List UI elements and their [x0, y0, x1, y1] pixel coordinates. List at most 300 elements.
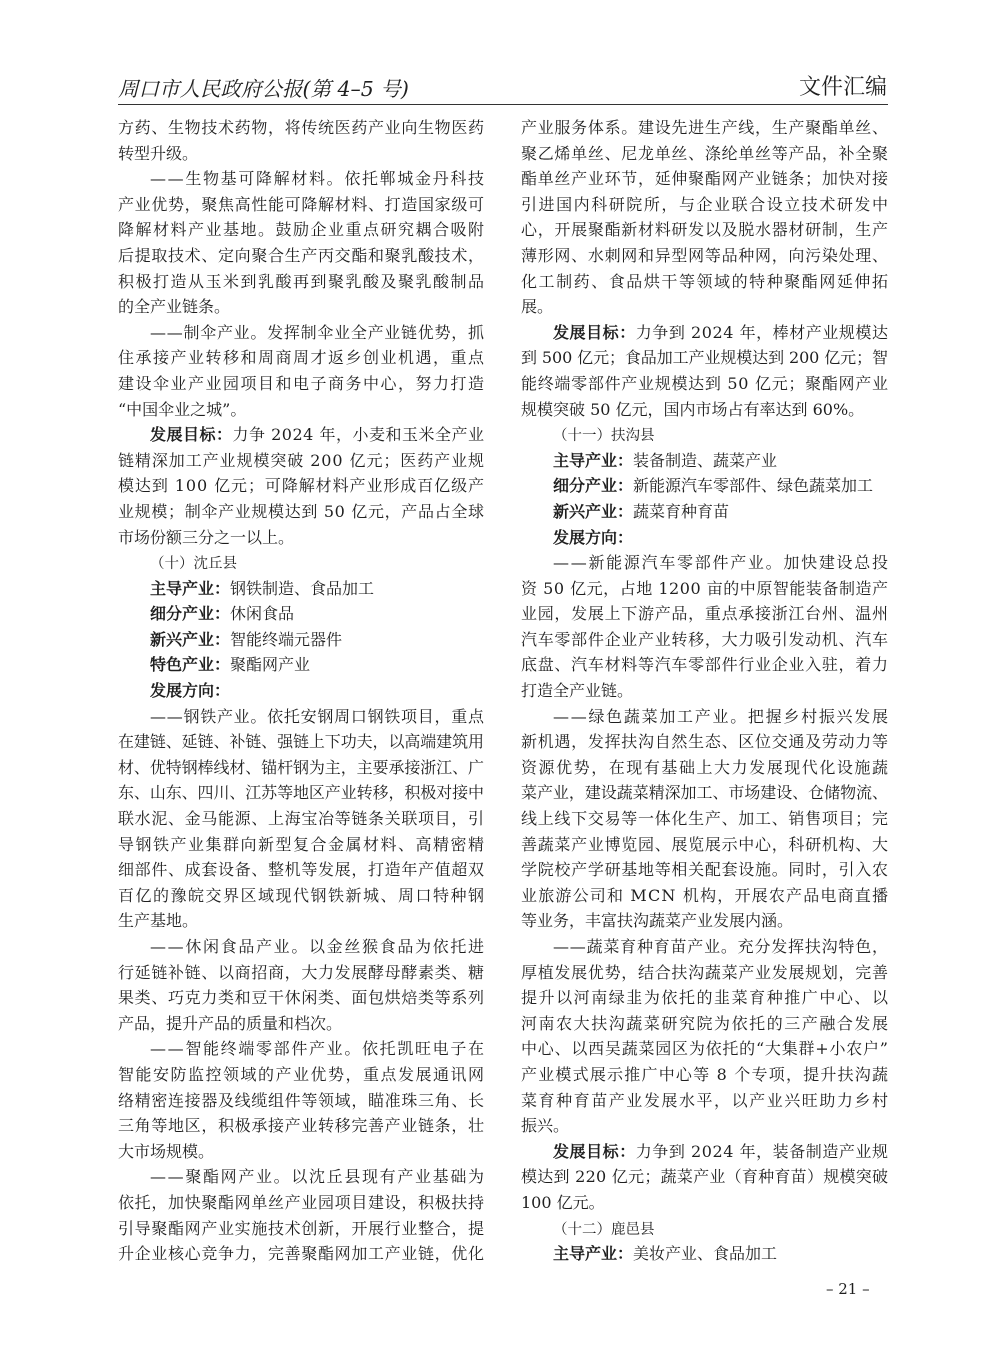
line-content — [521, 883, 889, 909]
line-content — [521, 243, 889, 269]
text-line — [521, 985, 888, 1011]
paragraph — [118, 934, 484, 1036]
line-content — [150, 601, 294, 627]
text-line — [521, 908, 888, 934]
line-text: 美妆产业、食品加工 — [633, 1244, 778, 1264]
text-line — [118, 985, 484, 1011]
line-text: 装备制造、蔬菜产业 — [633, 450, 778, 470]
line-content — [118, 141, 198, 167]
line-text: ——钢铁产业。依托安钢周口钢铁项目，重点 — [150, 706, 485, 726]
bold-label: 发展方向： — [553, 527, 634, 547]
line-text: 酯单丝产业环节，延伸聚酯网产业链条；加快对接 — [521, 169, 889, 189]
line-text: 规模突破 50 亿元，国内市场占有率达到 60%。 — [521, 399, 865, 419]
bold-label: 主导产业： — [150, 578, 231, 598]
text-line — [521, 729, 888, 755]
line-text: 化工制药、食品烘干等领域的特种聚酯网延伸拓 — [521, 271, 890, 291]
line-text: 百亿的豫皖交界区域现代钢铁新城、周口特种钢 — [118, 885, 486, 905]
text-line — [118, 294, 484, 320]
line-content — [553, 525, 633, 551]
text-line — [118, 601, 484, 627]
line-text: 善蔬菜产业博览园、展览展示中心，科研机构、大 — [521, 834, 889, 854]
bold-label: 主导产业： — [553, 1244, 634, 1264]
line-content — [118, 525, 294, 551]
line-text: 络精密连接器及线缆组件等领域，瞄准珠三角、长 — [118, 1090, 485, 1110]
text-line — [521, 960, 888, 986]
line-content — [521, 627, 889, 653]
text-line — [521, 678, 888, 704]
line-text: 大市场规模。 — [118, 1141, 215, 1161]
line-content — [521, 806, 889, 832]
line-text: 力争 2024 年，小麦和玉米全产业 — [232, 425, 485, 445]
line-content — [118, 269, 485, 295]
line-content — [521, 294, 553, 320]
line-text: 市场份额三分之一以上。 — [118, 527, 295, 547]
line-content — [118, 1216, 485, 1242]
line-content — [553, 320, 889, 346]
text-line — [521, 345, 888, 371]
line-content — [118, 1113, 485, 1139]
line-text: 材、优特钢棒线材、锚杆钢为主，主要承接浙江、广 — [118, 757, 484, 777]
paragraph — [118, 678, 484, 704]
text-line — [521, 1011, 888, 1037]
line-text: ——生物基可降解材料。依托郸城金丹科技 — [150, 169, 486, 189]
line-text: 学院校产学研基地等相关配套设施。同时，引入农 — [521, 860, 889, 880]
line-content — [118, 1088, 485, 1114]
paragraph — [118, 1164, 484, 1266]
paragraph — [521, 499, 888, 525]
line-content — [118, 985, 485, 1011]
line-content — [521, 141, 889, 167]
line-content — [521, 1062, 889, 1088]
line-content — [118, 883, 485, 909]
text-line — [521, 934, 888, 960]
line-text: 建设伞业产业园项目和电子商务中心，努力打造 — [118, 373, 486, 393]
line-content — [118, 371, 485, 397]
paragraph — [118, 115, 484, 166]
line-content — [150, 576, 374, 602]
text-line — [118, 1164, 484, 1190]
line-content — [150, 320, 485, 346]
text-line — [521, 397, 888, 423]
line-text: “中国伞业之城”。 — [118, 399, 247, 419]
text-line — [118, 832, 484, 858]
paragraph — [118, 422, 484, 550]
line-content — [118, 1062, 485, 1088]
paragraph — [118, 1036, 484, 1164]
line-content — [521, 857, 889, 883]
text-line — [521, 448, 888, 474]
text-line — [521, 1139, 888, 1165]
bold-label: 特色产业： — [150, 655, 231, 675]
line-text: 业旅游公司和 MCN 机构，开展农产品电商直播 — [521, 885, 890, 905]
line-text: 转型升级。 — [118, 143, 199, 163]
line-text: ——聚酯网产业。以沈丘县现有产业基础为 — [150, 1167, 486, 1187]
line-text: 钢铁制造、食品加工 — [230, 578, 375, 598]
line-content — [118, 1011, 342, 1037]
line-text: 能终端零部件产业规模达到 50 亿元；聚酯网产业 — [521, 373, 889, 393]
line-content — [118, 960, 485, 986]
line-content — [553, 448, 777, 474]
page-number: – 21 – — [826, 1280, 870, 1298]
line-text: 业园，发展上下游产品，重点承接浙江台州、温州 — [521, 604, 889, 624]
line-text: 聚乙烯单丝、尼龙单丝、涤纶单丝等产品，补全聚 — [521, 143, 889, 163]
heading-text: （十一）扶沟县 — [553, 428, 655, 445]
line-text: 引进国内科研院所，与企业联合设立技术研发中 — [521, 194, 890, 214]
line-content — [521, 269, 890, 295]
line-text: 聚酯网产业 — [230, 655, 311, 675]
line-content — [118, 832, 485, 858]
bold-label: 细分产业： — [553, 476, 634, 496]
line-content — [521, 371, 889, 397]
line-text: 菜产业，建设蔬菜精深加工、市场建设、仓储物流、 — [521, 783, 888, 803]
line-content — [118, 243, 485, 269]
paragraph — [118, 704, 484, 934]
line-text: 线上线下交易等一体化生产、加工、销售项目；完 — [521, 809, 889, 829]
text-line — [118, 473, 484, 499]
line-content — [521, 652, 889, 678]
text-line — [118, 345, 484, 371]
line-text: 导钢铁产业集群向新型复合金属材料、高精密精 — [118, 834, 486, 854]
line-text: ——智能终端零部件产业。依托凯旺电子在 — [150, 1039, 486, 1059]
line-content — [553, 550, 890, 576]
line-text: 智能终端元器件 — [230, 629, 343, 649]
line-text: 升企业核心竞争力，完善聚酯网加工产业链，优化 — [118, 1244, 485, 1264]
text-line — [118, 1139, 484, 1165]
line-content — [150, 1164, 486, 1190]
text-line — [118, 499, 484, 525]
text-line — [118, 1088, 484, 1114]
section-heading — [118, 550, 484, 576]
line-text: 打造全产业链。 — [521, 681, 634, 701]
line-content — [521, 985, 890, 1011]
paragraph — [118, 652, 484, 678]
line-content — [118, 499, 485, 525]
line-content — [521, 1036, 889, 1062]
line-content — [553, 1139, 889, 1165]
line-content — [150, 627, 342, 653]
text-line — [521, 1164, 888, 1190]
bold-label: 新兴产业： — [553, 501, 634, 521]
line-text: 后提取技术、定向聚合生产丙交酯和聚乳酸技术， — [118, 245, 485, 265]
paragraph — [521, 550, 888, 704]
text-line — [118, 1062, 484, 1088]
line-text: 新能源汽车零部件、绿色蔬菜加工 — [633, 476, 874, 496]
text-line — [521, 371, 888, 397]
line-text: 提升以河南绿韭为依托的韭菜育种推广中心、以 — [521, 988, 890, 1008]
paragraph — [521, 115, 888, 320]
line-content — [150, 934, 486, 960]
line-content — [521, 217, 889, 243]
text-line — [118, 371, 484, 397]
line-text: ——蔬菜育种育苗产业。充分发挥扶沟特色， — [553, 937, 889, 956]
line-content — [150, 652, 310, 678]
text-line — [118, 115, 484, 141]
line-text: 方药、生物技术药物，将传统医药产业向生物医药 — [118, 118, 485, 137]
paragraph — [521, 934, 888, 1139]
text-line — [118, 780, 484, 806]
line-content — [521, 1088, 890, 1114]
text-line — [118, 704, 484, 730]
text-line — [118, 678, 484, 704]
line-content — [521, 729, 889, 755]
line-text: 底盘、汽车材料等汽车零部件行业企业入驻，着力 — [521, 655, 889, 675]
section-heading — [521, 422, 888, 448]
line-text: 联水泥、金马能源、上海宝冶等链条关联项目，引 — [118, 809, 485, 829]
line-text: 蔬菜育种育苗 — [633, 501, 730, 521]
line-content — [521, 345, 888, 371]
line-text: 资 50 亿元，占地 1200 亩的中原智能装备制造产 — [521, 578, 889, 598]
line-content — [118, 1139, 214, 1165]
line-text: ——绿色蔬菜加工产业。把握乡村振兴发展 — [553, 706, 890, 726]
line-text: 厚植发展优势，结合扶沟蔬菜产业发展规划，完善 — [521, 962, 889, 982]
text-line — [521, 1190, 888, 1216]
text-line — [521, 652, 888, 678]
text-line — [118, 652, 484, 678]
text-line — [118, 1113, 484, 1139]
line-content — [521, 397, 864, 423]
text-line — [118, 857, 484, 883]
text-line — [521, 883, 888, 909]
line-text: 引导聚酯网产业实施技术创新，开展行业整合，提 — [118, 1218, 485, 1238]
text-line — [118, 1216, 484, 1242]
header-rule — [118, 104, 888, 105]
line-text: 智能安防监控领域的产业优势，重点发展通讯网 — [118, 1064, 486, 1084]
line-content — [521, 1164, 888, 1190]
bold-label: 发展目标： — [553, 322, 636, 342]
line-content — [521, 115, 889, 141]
text-line — [118, 1241, 484, 1267]
line-text: 产业模式展示推广中心等 8 个专项，提升扶沟蔬 — [521, 1064, 890, 1084]
line-content — [553, 499, 729, 525]
text-line — [521, 806, 888, 832]
text-line — [521, 780, 888, 806]
line-content — [150, 1036, 486, 1062]
heading-text: （十二）鹿邑县 — [553, 1221, 655, 1238]
line-content — [521, 832, 889, 858]
text-line — [521, 627, 888, 653]
line-text: 的全产业链条。 — [118, 297, 231, 317]
text-line — [521, 704, 888, 730]
section-heading — [521, 1216, 888, 1242]
line-content — [118, 729, 484, 755]
line-content — [521, 601, 889, 627]
line-text: 在建链、延链、补链、强链上下功夫，以高端建筑用 — [118, 732, 484, 752]
text-line — [118, 217, 484, 243]
line-text: 模达到 100 亿元；可降解材料产业形成百亿级产 — [118, 476, 485, 496]
bold-label: 主导产业： — [553, 450, 634, 470]
line-content — [118, 192, 485, 218]
line-text: 100 亿元。 — [521, 1192, 605, 1212]
bold-label: 发展目标： — [553, 1141, 636, 1161]
line-text: ——制伞产业。发挥制伞业全产业链优势，抓 — [150, 322, 485, 342]
line-content — [521, 908, 793, 934]
text-line — [118, 320, 484, 346]
right-column — [521, 115, 888, 1267]
line-content — [150, 422, 485, 448]
text-line — [118, 1190, 484, 1216]
text-line — [118, 269, 484, 295]
line-text: 等业务，丰富扶沟蔬菜产业发展内涵。 — [521, 911, 794, 931]
line-text: 河南农大扶沟蔬菜研究院为依托的三产融合发展 — [521, 1013, 890, 1033]
text-line — [521, 576, 888, 602]
paragraph — [521, 473, 888, 499]
line-text: 力争到 2024 年，棒材产业规模达 — [635, 322, 889, 342]
line-text: 振兴。 — [521, 1116, 570, 1136]
text-line — [118, 448, 484, 474]
paragraph — [521, 1241, 888, 1267]
line-content — [118, 115, 485, 141]
text-line — [521, 755, 888, 781]
text-line — [521, 115, 888, 141]
text-line — [118, 729, 484, 755]
text-line — [521, 320, 888, 346]
line-text: 到 500 亿元；食品加工产业规模达到 200 亿元；智 — [521, 348, 888, 368]
line-text: 依托，加快聚酯网单丝产业园项目建设，积极扶持 — [118, 1192, 485, 1212]
text-line — [521, 1036, 888, 1062]
text-line — [521, 1088, 888, 1114]
line-content — [118, 806, 485, 832]
text-line — [118, 908, 484, 934]
text-line — [118, 1011, 484, 1037]
line-content — [118, 294, 230, 320]
line-content — [553, 704, 890, 730]
line-text: 汽车零部件企业产业转移，大力吸引发动机、汽车 — [521, 629, 889, 649]
text-line — [118, 576, 484, 602]
bold-label: 新兴产业： — [150, 629, 231, 649]
text-line — [521, 192, 888, 218]
text-line — [521, 832, 888, 858]
text-line — [521, 601, 888, 627]
line-text: ——新能源汽车零部件产业。加快建设总投 — [553, 553, 890, 573]
line-content — [521, 755, 890, 781]
line-text: 展。 — [521, 297, 554, 317]
line-text: 中心、以西吴蔬菜园区为依托的“大集群+小农户” — [521, 1039, 889, 1059]
line-text: 力争到 2024 年，装备制造产业规 — [635, 1141, 889, 1161]
line-text: 降解材料产业基地。鼓励企业重点研究耦合吸附 — [118, 220, 486, 240]
line-content — [521, 678, 633, 704]
text-line — [118, 960, 484, 986]
text-line — [521, 857, 888, 883]
line-text: 产品，提升产品的质量和档次。 — [118, 1013, 343, 1033]
paragraph — [118, 576, 484, 602]
section-name: 文件汇编 — [798, 75, 887, 100]
text-line — [118, 422, 484, 448]
line-content — [118, 345, 485, 371]
text-line — [521, 499, 888, 525]
line-content — [521, 960, 889, 986]
line-text: 心，开展聚酯新材料研发以及脱水器材研制，生产 — [521, 220, 889, 240]
text-line — [118, 883, 484, 909]
line-text: 业规模；制伞产业规模达到 50 亿元，产品占全球 — [118, 501, 485, 521]
line-content — [118, 755, 484, 781]
line-content — [150, 678, 230, 704]
text-line — [521, 243, 888, 269]
paragraph — [521, 320, 888, 422]
line-content — [521, 1113, 569, 1139]
text-line — [521, 217, 888, 243]
text-line — [118, 166, 484, 192]
line-content — [118, 448, 485, 474]
text-line — [521, 141, 888, 167]
line-content — [150, 166, 486, 192]
paragraph — [118, 627, 484, 653]
text-line — [521, 1113, 888, 1139]
line-content — [521, 1011, 890, 1037]
line-content — [521, 1190, 605, 1216]
line-text: 休闲食品 — [230, 604, 295, 624]
text-line — [521, 166, 888, 192]
line-content — [118, 857, 485, 883]
text-line — [118, 755, 484, 781]
line-content — [553, 934, 889, 960]
line-content — [118, 217, 485, 243]
text-line — [521, 473, 888, 499]
bold-label: 发展方向： — [150, 681, 231, 701]
gazette-title: 周口市人民政府公报(第 4–5 号) — [118, 77, 409, 101]
text-line — [118, 192, 484, 218]
left-column — [118, 115, 484, 1267]
line-text: 三角等地区，积极承接产业转移完善产业链条，壮 — [118, 1116, 485, 1136]
text-line — [118, 397, 484, 423]
paragraph — [118, 166, 484, 320]
line-content — [118, 908, 198, 934]
line-content — [118, 780, 484, 806]
line-text: 细部件、成套设备、整机等发展，打造年产值超双 — [118, 860, 485, 880]
line-text: 产业服务体系。建设先进生产线，生产聚酯单丝、 — [521, 118, 889, 137]
line-text: 住承接产业转移和周商周才返乡创业机遇，重点 — [118, 348, 486, 368]
line-text: 链精深加工产业规模突破 200 亿元；医药产业规 — [118, 450, 485, 470]
text-line — [118, 141, 484, 167]
bold-label: 发展目标： — [150, 425, 233, 445]
text-line — [118, 627, 484, 653]
text-line — [118, 1036, 484, 1062]
line-text: 行延链补链、以商招商，大力发展酵母酵素类、糖 — [118, 962, 485, 982]
text-line — [521, 1241, 888, 1267]
line-content — [118, 473, 485, 499]
line-text: 果类、巧克力类和豆干休闲类、面包烘焙类等系列 — [118, 988, 485, 1008]
line-text: 模达到 220 亿元；蔬菜产业（育种育苗）规模突破 — [521, 1167, 889, 1187]
line-text: 菜育种育苗产业发展水平，以产业兴旺助力乡村 — [521, 1090, 890, 1110]
paragraph — [521, 525, 888, 551]
line-content — [118, 1190, 485, 1216]
paragraph — [118, 320, 484, 422]
line-content — [150, 704, 485, 730]
text-line — [118, 243, 484, 269]
line-text: 生产基地。 — [118, 911, 199, 931]
text-line — [521, 294, 888, 320]
text-line — [118, 806, 484, 832]
line-text: 积极打造从玉米到乳酸再到聚乳酸及聚乳酸制品 — [118, 271, 486, 291]
line-text: ——休闲食品产业。以金丝猴食品为依托进 — [150, 937, 486, 956]
text-line — [521, 1062, 888, 1088]
paragraph — [521, 448, 888, 474]
text-line — [521, 269, 888, 295]
text-line — [118, 525, 484, 551]
paragraph — [521, 1139, 888, 1216]
line-text: 薄形网、水刺网和异型网等品种网，向污染处理、 — [521, 245, 889, 265]
line-content — [553, 473, 873, 499]
line-content — [521, 166, 889, 192]
line-content — [521, 192, 890, 218]
line-text: 资源优势，在现有基础上大力发展现代化设施蔬 — [521, 757, 890, 777]
line-content — [553, 1241, 777, 1267]
line-content — [521, 780, 888, 806]
text-line — [521, 525, 888, 551]
line-text: 产业优势，聚焦高性能可降解材料、打造国家级可 — [118, 194, 485, 214]
paragraph — [521, 704, 888, 934]
paragraph — [118, 601, 484, 627]
text-line — [521, 550, 888, 576]
